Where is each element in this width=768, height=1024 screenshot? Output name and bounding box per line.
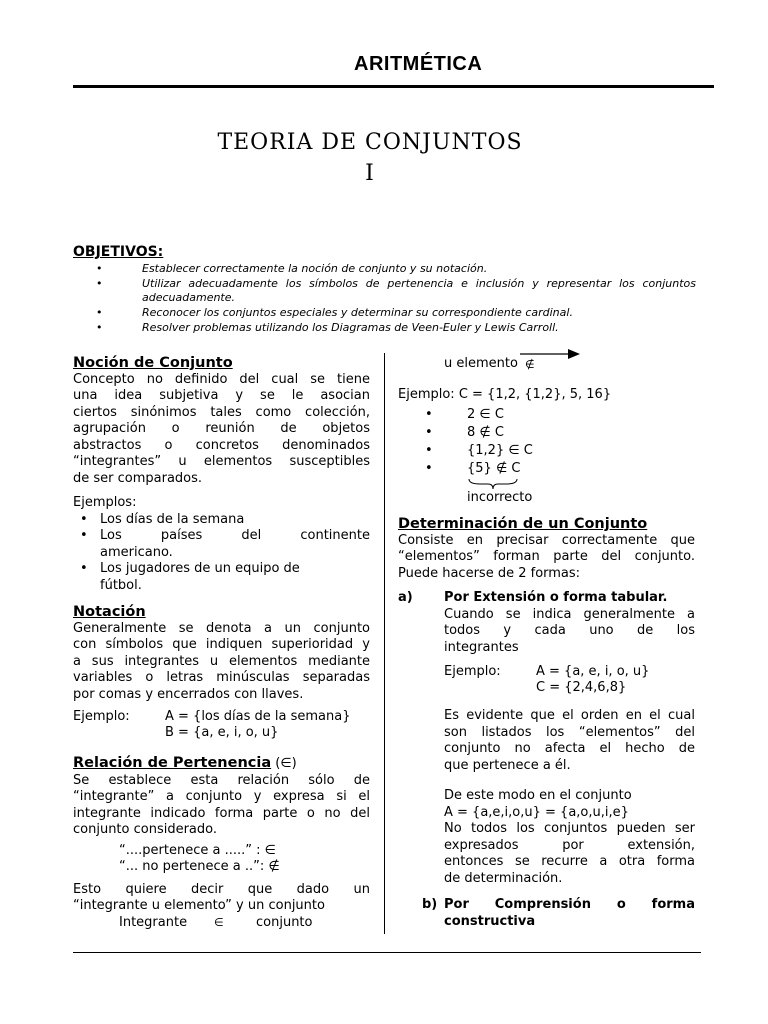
incorrecto-label: incorrecto <box>467 489 533 505</box>
nocion-line: “integrantes” u elementos susceptibles <box>73 454 370 469</box>
in-symbol: ∈ <box>214 915 224 929</box>
ejemplo-a: A = {a, e, i, o, u} <box>536 664 650 679</box>
forma-b <box>398 897 695 930</box>
ejemplo-label: Ejemplo: <box>444 664 501 679</box>
nocion-line: agrupación o reunión de objetos <box>73 421 370 436</box>
page-title: TEORIA DE CONJUNTOS <box>217 130 523 155</box>
notacion-ejemplo <box>73 709 370 743</box>
forma-a-title: Por Extensión o forma tabular. <box>444 590 668 605</box>
forma-a <box>398 590 695 887</box>
ejemplo-item: • Los días de la semana <box>80 511 245 527</box>
column-divider <box>384 353 385 934</box>
ejemplo-c-item: • {5} ∉ C <box>425 460 521 476</box>
notacion-line: variables o letras minúsculas separadas <box>73 670 370 685</box>
forma-a-line: integrantes <box>444 639 519 655</box>
nocion-line: de ser comparados. <box>73 470 203 486</box>
bullet-icon: • <box>96 277 103 290</box>
evidente-line: que pertenece a él. <box>444 757 571 773</box>
pertenece-line: “....pertenece a .....” : ∈ <box>119 842 276 858</box>
bullet-icon: • <box>96 306 103 319</box>
determinacion-line: Consiste en precisar correctamente que <box>398 532 695 548</box>
determinacion-line: “elementos” forman parte del conjunto. <box>398 549 695 564</box>
forma-a-marker: a) <box>398 590 413 605</box>
no-pertenece-line: “... no pertenece a ..”: ∉ <box>119 859 280 874</box>
forma-a-line: Cuando se indica generalmente a <box>444 606 695 622</box>
notodos-line: de determinación. <box>444 870 563 886</box>
notodos-line: entonces se recurre a otra forma <box>444 854 695 869</box>
objetivo-item: • Establecer correctamente la noción de conjunto y su notación. <box>96 262 488 275</box>
objetivo-item: • Reconocer los conjuntos especiales y determinar su correspondiente cardinal. <box>96 306 573 319</box>
u-elemento-row <box>398 355 695 385</box>
arrow-icon <box>520 347 580 361</box>
u-elemento-label: u elemento <box>444 356 518 371</box>
integrante-label: Integrante <box>119 914 188 930</box>
left-column <box>73 355 370 931</box>
modo-line: A = {a,e,i,o,u} = {a,o,u,i,e} <box>444 804 629 820</box>
notin-symbol: ∉ <box>525 358 535 371</box>
ejemplo-a: A = {los días de la semana} <box>165 709 351 724</box>
nocion-line: ciertos sinónimos tales como colección, <box>73 404 370 420</box>
bullet-icon: • <box>80 511 88 527</box>
header-subject: ARITMÉTICA <box>354 53 483 75</box>
ejemplo-c-list <box>398 406 695 478</box>
objetivos-heading: OBJETIVOS: <box>73 244 164 260</box>
bullet-icon: • <box>80 561 88 576</box>
bullet-icon: • <box>425 406 433 422</box>
relacion-line: “integrante” a conjunto y expresa si el <box>73 789 370 804</box>
nocion-heading: Noción de Conjunto <box>73 355 233 371</box>
footer-rule <box>73 952 701 953</box>
right-column <box>398 355 695 930</box>
evidente-line: Es evidente que el orden en el cual <box>444 708 695 723</box>
ejemplo-c-line: Ejemplo: C = {1,2, {1,2}, 5, 16} <box>398 387 612 402</box>
determinacion-line: Puede hacerse de 2 formas: <box>398 565 581 581</box>
relacion-line: conjunto considerado. <box>73 822 218 837</box>
objetivo-item: • Resolver problemas utilizando los Diagramas de Veen-Euler y Lewis Carroll. <box>96 321 559 334</box>
notacion-line: con símbolos que indiquen superioridad y <box>73 637 370 652</box>
nocion-line: una idea subjetiva y se le asocian <box>73 388 370 403</box>
ejemplo-label: Ejemplo: <box>73 709 130 724</box>
evidente-line: son listados los “elementos” del <box>444 724 695 740</box>
forma-b-title: Por Comprensión o forma <box>444 897 695 912</box>
bullet-icon: • <box>80 528 88 543</box>
header-rule <box>73 85 714 88</box>
page-title-number: I <box>365 161 375 186</box>
ejemplo-c-item: • 2 ∈ C <box>425 406 504 422</box>
nocion-line: Concepto no definido del cual se tiene <box>73 371 370 387</box>
esto-line: Esto quiere decir que dado un <box>73 881 370 897</box>
forma-a-ejemplo <box>444 664 695 698</box>
forma-b-title: constructiva <box>444 913 536 929</box>
esto-line: “integrante u elemento” y un conjunto <box>73 898 325 913</box>
ejemplo-item: • Los países del continente americano. <box>80 528 370 560</box>
bullet-icon: • <box>425 424 433 440</box>
notacion-line: Generalmente se denota a un conjunto <box>73 620 370 636</box>
brace-icon <box>468 478 518 490</box>
notodos-line: expresados por extensión, <box>444 837 695 853</box>
forma-b-marker: b) <box>422 897 438 912</box>
relacion-heading: Relación de Pertenencia (∈) <box>73 755 297 771</box>
notacion-heading: Notación <box>73 604 146 620</box>
notacion-line: por comas y encerrados con llaves. <box>73 686 304 702</box>
ejemplo-c: C = {2,4,6,8} <box>536 680 627 695</box>
ejemplos-label: Ejemplos: <box>73 495 137 510</box>
ejemplo-c-item: • {1,2} ∈ C <box>425 442 533 458</box>
ejemplo-c-item: • 8 ∉ C <box>425 424 504 440</box>
objetivo-item: • Utilizar adecuadamente los símbolos de pertenencia e inclusión y representar los conjuntos adecuadamente. <box>96 277 696 304</box>
ejemplo-item: • Los jugadores de un equipo de fútbol. <box>80 561 300 593</box>
bullet-icon: • <box>96 262 103 275</box>
notacion-line: a sus integrantes u elementos mediante <box>73 653 370 669</box>
objetivos-list <box>96 262 696 336</box>
conjunto-label: conjunto <box>256 914 313 930</box>
bullet-icon: • <box>425 442 433 458</box>
modo-line: De este modo en el conjunto <box>444 788 632 803</box>
bullet-icon: • <box>425 460 433 476</box>
integrante-row <box>73 915 370 931</box>
determinacion-heading: Determinación de un Conjunto <box>398 516 648 532</box>
ejemplo-b: B = {a, e, i, o, u} <box>165 725 279 740</box>
bullet-icon: • <box>96 321 103 334</box>
notodos-line: No todos los conjuntos pueden ser <box>444 821 695 836</box>
relacion-line: Se establece esta relación sólo de <box>73 772 370 788</box>
relacion-line: integrante indicado forma parte o no del <box>73 805 370 821</box>
forma-a-line: todos y cada uno de los <box>444 623 695 638</box>
evidente-line: conjunto no afecta el hecho de <box>444 741 695 756</box>
nocion-line: abstractos o concretos denominados <box>73 437 370 453</box>
